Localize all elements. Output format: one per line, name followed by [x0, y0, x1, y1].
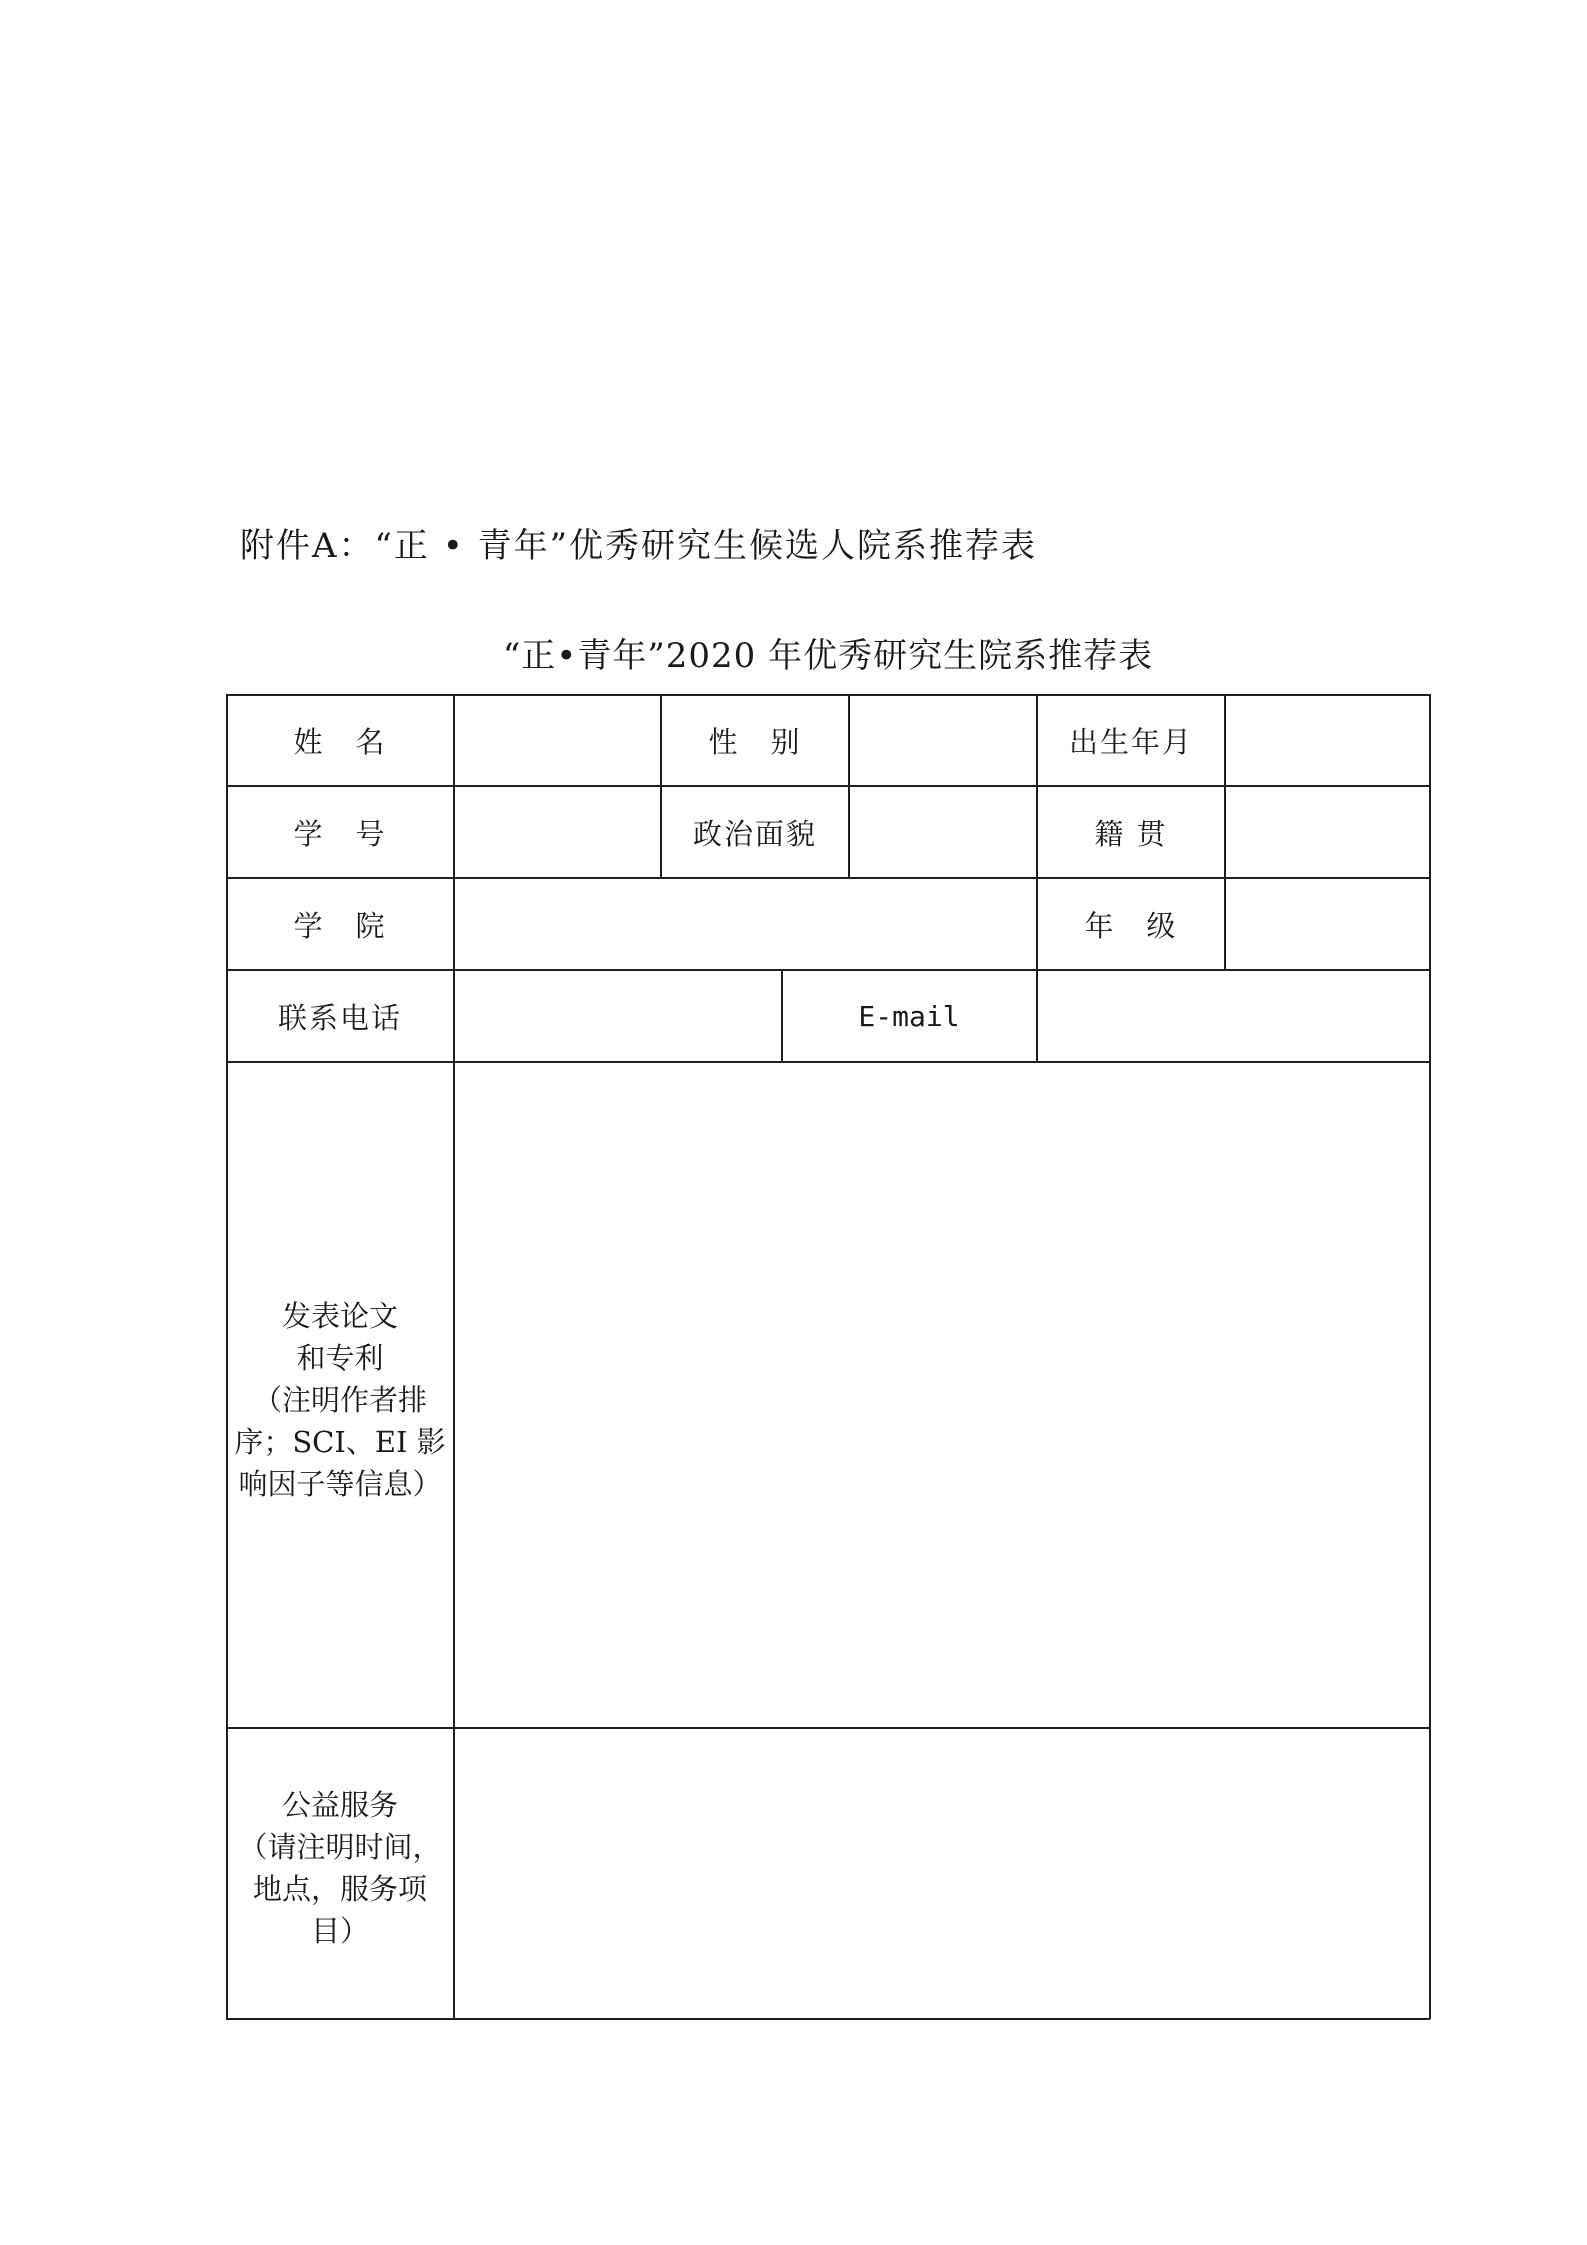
birth-date-label: 出生年月	[1068, 724, 1193, 759]
papers-label-line: 响因子等信息）	[238, 1467, 442, 1501]
email-field[interactable]	[1037, 970, 1429, 1062]
papers-label-line: 和专利	[296, 1341, 384, 1375]
gender-label: 性 别	[708, 724, 802, 759]
papers-patents-label	[226, 1062, 454, 1728]
papers-label-line: 发表论文	[281, 1299, 398, 1333]
phone-label: 联系电话	[277, 1000, 402, 1035]
recommendation-form-table	[226, 694, 1430, 2019]
grade-label: 年 级	[1084, 908, 1178, 943]
name-label: 姓 名	[293, 724, 387, 759]
service-label-line: 地点，服务项	[252, 1872, 427, 1906]
table-border-right	[1429, 694, 1431, 2019]
email-label: E-mail	[858, 999, 960, 1033]
form-title: “正•青年”2020 年优秀研究生院系推荐表	[502, 636, 1154, 676]
service-label-line: 目）	[310, 1914, 369, 1948]
public-service-label	[226, 1728, 454, 2018]
service-label-line: 公益服务	[281, 1788, 398, 1822]
birth-date-field[interactable]	[1225, 694, 1429, 786]
table-border-bottom	[226, 2018, 1430, 2020]
hometown-field[interactable]	[1225, 786, 1429, 878]
name-field[interactable]	[454, 694, 660, 786]
political-status-field[interactable]	[849, 786, 1036, 878]
student-id-field[interactable]	[454, 786, 660, 878]
papers-patents-field[interactable]	[454, 1062, 1429, 1728]
phone-field[interactable]	[454, 970, 781, 1062]
student-id-label: 学 号	[293, 816, 387, 851]
service-label-line: （请注明时间，	[238, 1830, 442, 1864]
hometown-label: 籍 贯	[1094, 816, 1168, 851]
grade-field[interactable]	[1225, 878, 1429, 970]
college-field[interactable]	[454, 878, 1036, 970]
papers-label-line: （注明作者排	[252, 1383, 427, 1417]
political-status-label: 政治面貌	[692, 816, 817, 851]
gender-field[interactable]	[849, 694, 1036, 786]
attachment-title: 附件A：“正 • 青年”优秀研究生候选人院系推荐表	[240, 526, 1037, 566]
college-label: 学 院	[293, 908, 387, 943]
papers-label-line: 序；SCI、EI 影	[234, 1425, 446, 1459]
public-service-field[interactable]	[454, 1728, 1429, 2018]
